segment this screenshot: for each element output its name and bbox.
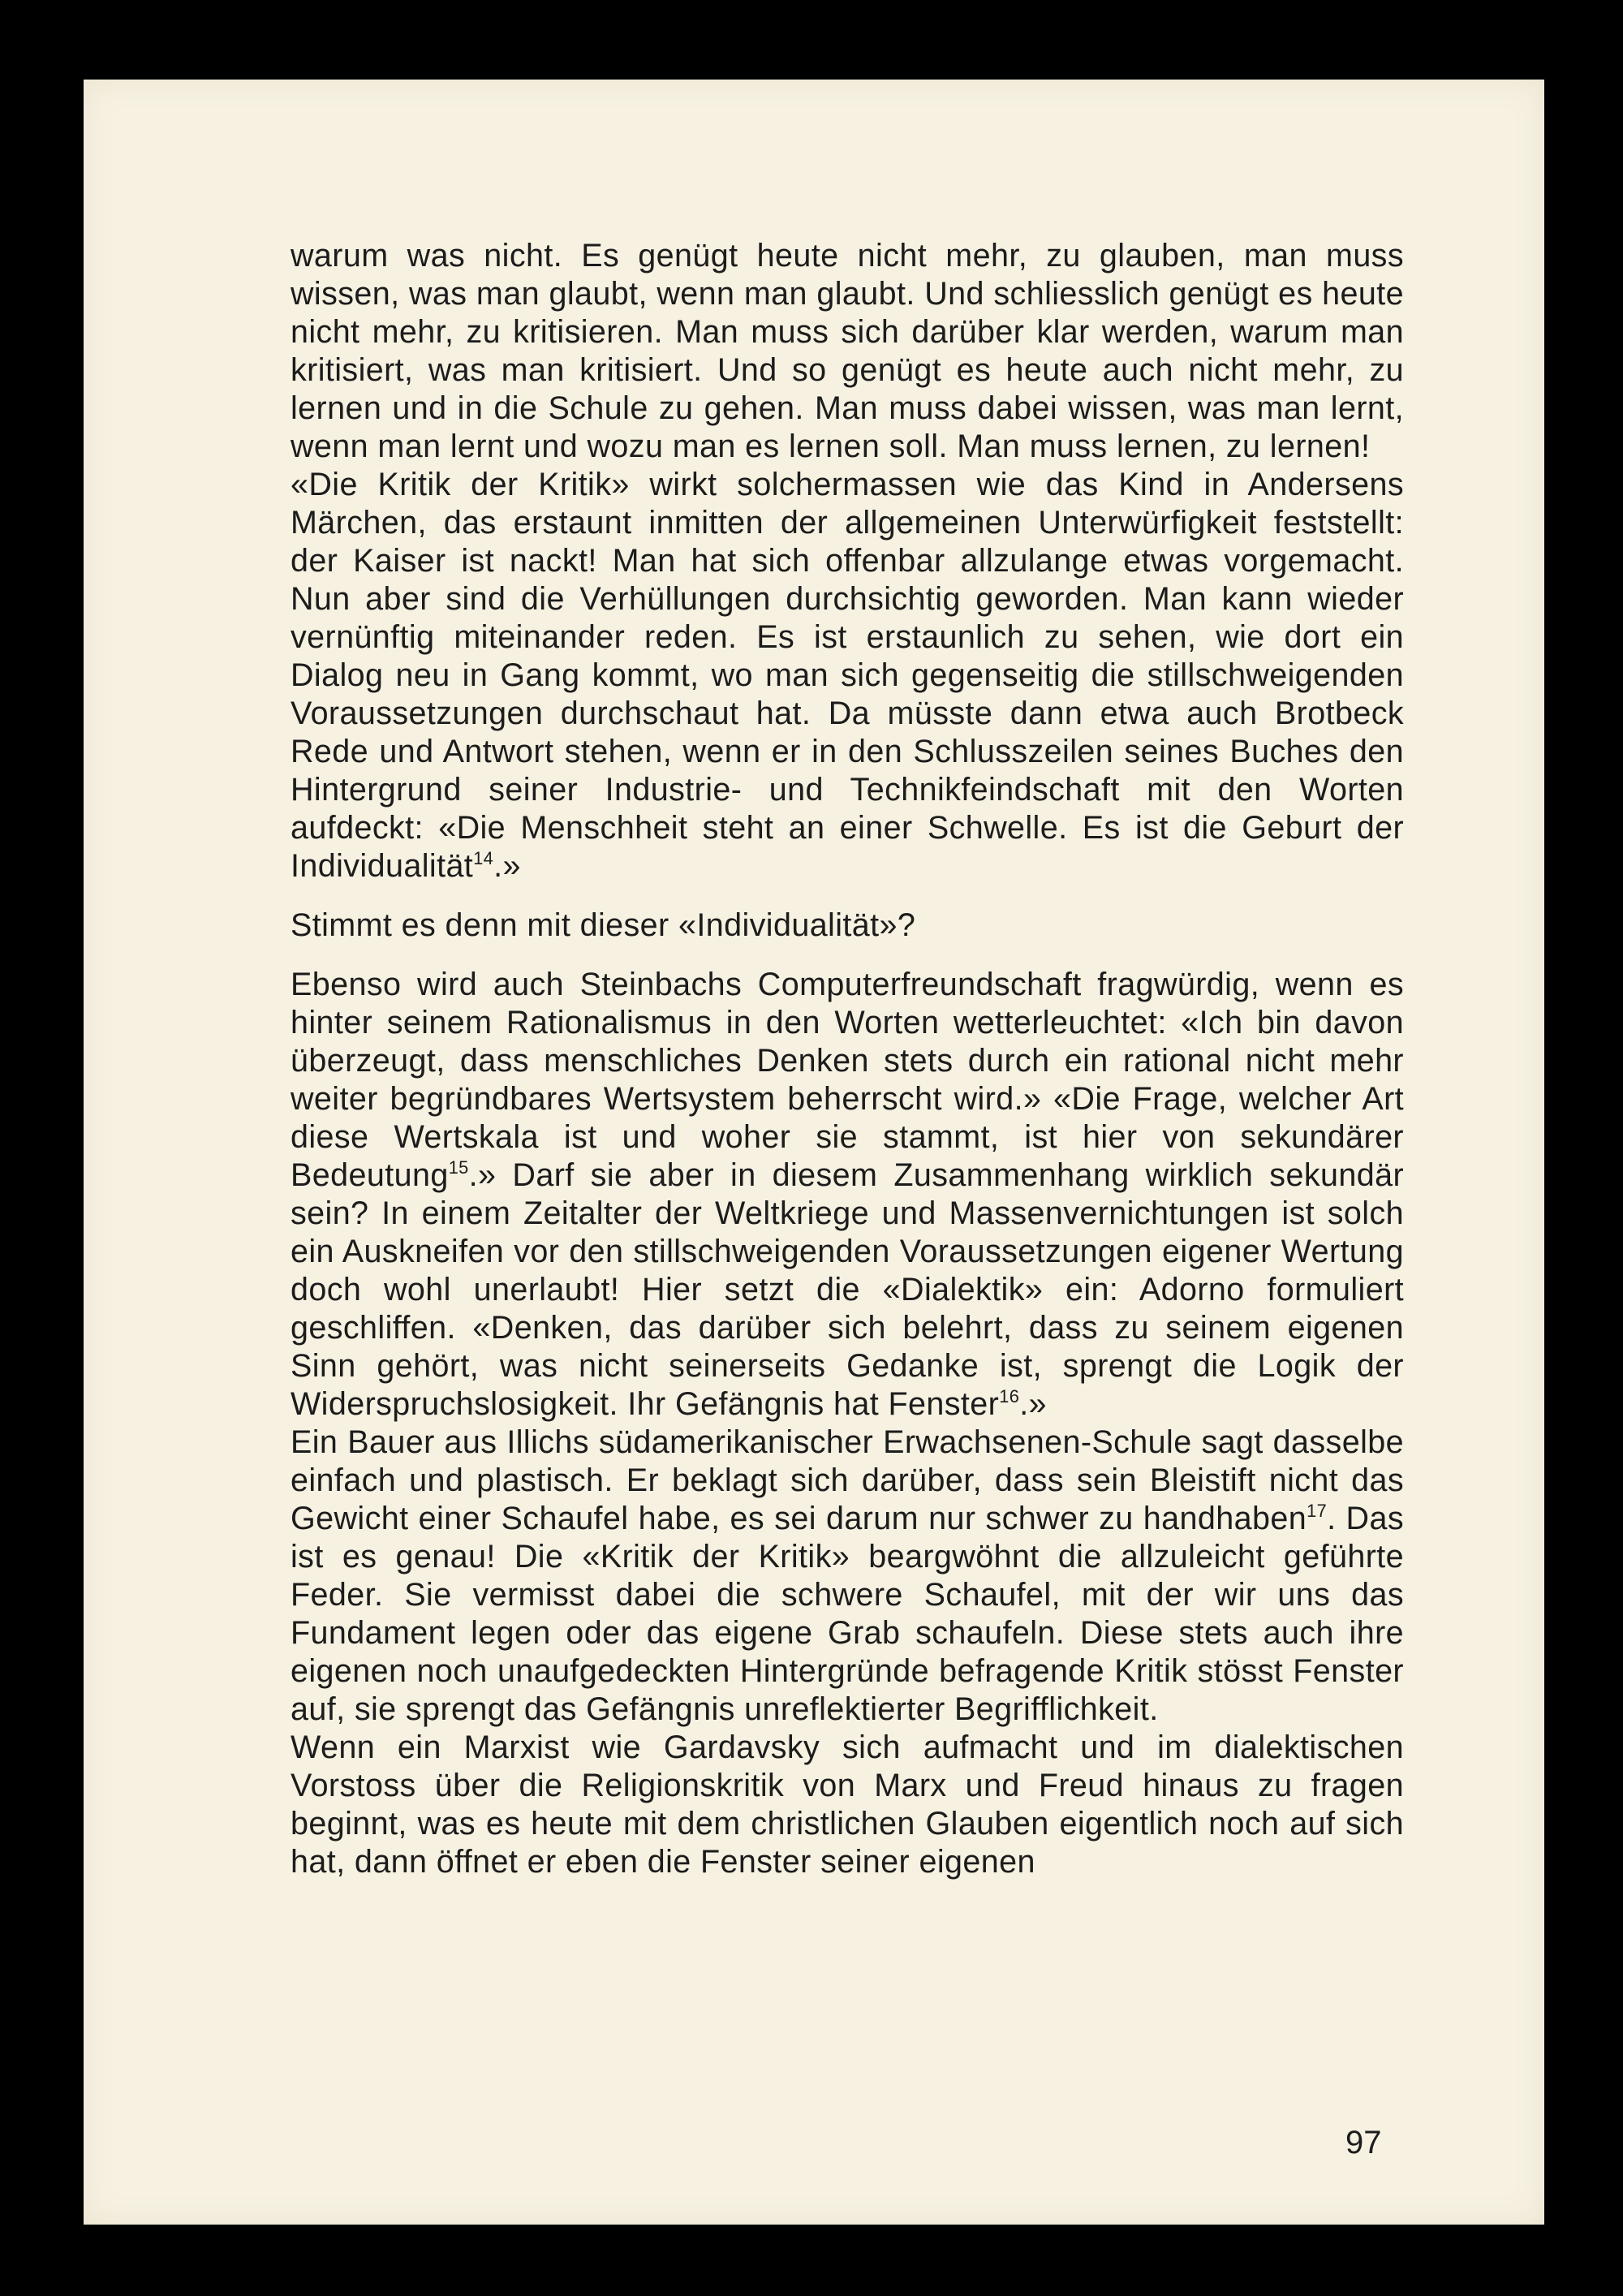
- paragraph-4: [291, 966, 1404, 1424]
- paragraph-4-text-a: Ebenso wird auch Steinbachs Computerfreundschaft fragwürdig, wenn es hinter seinem Rationalismus in den Worten wetterleuchtet: «Ich bin davon überzeugt, dass menschliches Denken stets durch ein rational nicht mehr weiter begründbares Wertsystem beherrscht wird.» «Die Frage, welcher Art diese Wertskala ist und woher sie stammt, ist hier von sekundärer Bedeutung: [291, 967, 1404, 1193]
- footnote-ref-14: 14: [473, 847, 494, 868]
- page-number: 97: [1345, 2125, 1382, 2160]
- paragraph-2-close: .»: [493, 848, 521, 884]
- paragraph-2-text: «Die Kritik der Kritik» wirkt solchermassen wie das Kind in Andersens Märchen, das erstaunt inmitten der allgemeinen Unterwürfigkeit feststellt: der Kaiser ist nackt! Man hat sich offenbar allzulange etwas vorgemacht. Nun aber sind die Verhüllungen durchsichtig geworden. Man kann wieder vernünftig miteinander reden. Es ist erstaunlich zu sehen, wie dort ein Dialog neu in Gang kommt, wo man sich gegenseitig die stillschweigenden Voraussetzungen durchschaut hat. Da müsste dann etwa auch Brotbeck Rede und Antwort stehen, wenn er in den Schlusszeilen seines Buches den Hintergrund seiner Industrie- und Technikfeindschaft mit den Worten aufdeckt: «Die Menschheit steht an einer Schwelle. Es ist die Geburt der Individualität: [291, 467, 1404, 884]
- footnote-ref-17: 17: [1307, 1500, 1328, 1521]
- paragraph-5-rest: . Das ist es genau! Die «Kritik der Kritik» beargwöhnt die allzuleicht geführte Feder. Sie vermisst dabei die schwere Schaufel, mit der wir uns das Fundament legen oder das eigene Grab schaufeln. Diese stets auch ihre eigenen noch unaufgedeckten Hintergründe befragende Kritik stösst Fenster auf, sie sprengt das Gefängnis unreflektierter Begrifflichkeit.: [291, 1501, 1404, 1727]
- paragraph-1: warum was nicht. Es genügt heute nicht mehr, zu glauben, man muss wissen, was man glaubt, wenn man glaubt. Und schliesslich genügt es heute nicht mehr, zu kritisieren. Man muss sich darüber klar werden, warum man kritisiert, was man kritisiert. Und so genügt es heute auch nicht mehr, zu lernen und in die Schule zu gehen. Man muss dabei wissen, was man lernt, wenn man lernt und wozu man es lernen soll. Man muss lernen, zu lernen!: [291, 238, 1404, 464]
- paragraph-4-text-b: .» Darf sie aber in diesem Zusammenhang wirklich sekundär sein? In einem Zeitalter der Weltkriege und Massenvernichtungen ist solch ein Auskneifen vor den stillschweigenden Voraussetzungen eigener Wertung doch wohl unerlaubt! Hier setzt die «Dialektik» ein: Adorno formuliert geschliffen. «Denken, das darüber sich belehrt, dass zu seinem eigenen Sinn gehört, was nicht seinerseits Gedanke ist, sprengt die Logik der Widerspruchslosigkeit. Ihr Gefängnis hat Fenster: [291, 1157, 1404, 1422]
- paragraph-3: Stimmt es denn mit dieser «Individualität»?: [291, 907, 916, 943]
- footnote-ref-15: 15: [448, 1157, 469, 1178]
- paragraph-4-text-c: .»: [1019, 1386, 1047, 1422]
- body-text: [291, 237, 1404, 1881]
- paragraph-6: Wenn ein Marxist wie Gardavsky sich aufmacht und im dialektischen Vorstoss über die Religionskritik von Marx und Freud hinaus zu fragen beginnt, was es heute mit dem christlichen Glauben eigentlich noch auf sich hat, dann öffnet er eben die Fenster seiner eigenen: [291, 1730, 1404, 1880]
- footnote-ref-16: 16: [999, 1385, 1020, 1406]
- paragraph-5: [291, 1424, 1404, 1729]
- paragraph-5-text: Ein Bauer aus Illichs südamerikanischer Erwachsenen-Schule sagt dasselbe einfach und plastisch. Er beklagt sich darüber, dass sein Bleistift nicht das Gewicht einer Schaufel habe, es sei darum nur schwer zu handhaben: [291, 1424, 1404, 1536]
- paragraph-2: [291, 466, 1404, 885]
